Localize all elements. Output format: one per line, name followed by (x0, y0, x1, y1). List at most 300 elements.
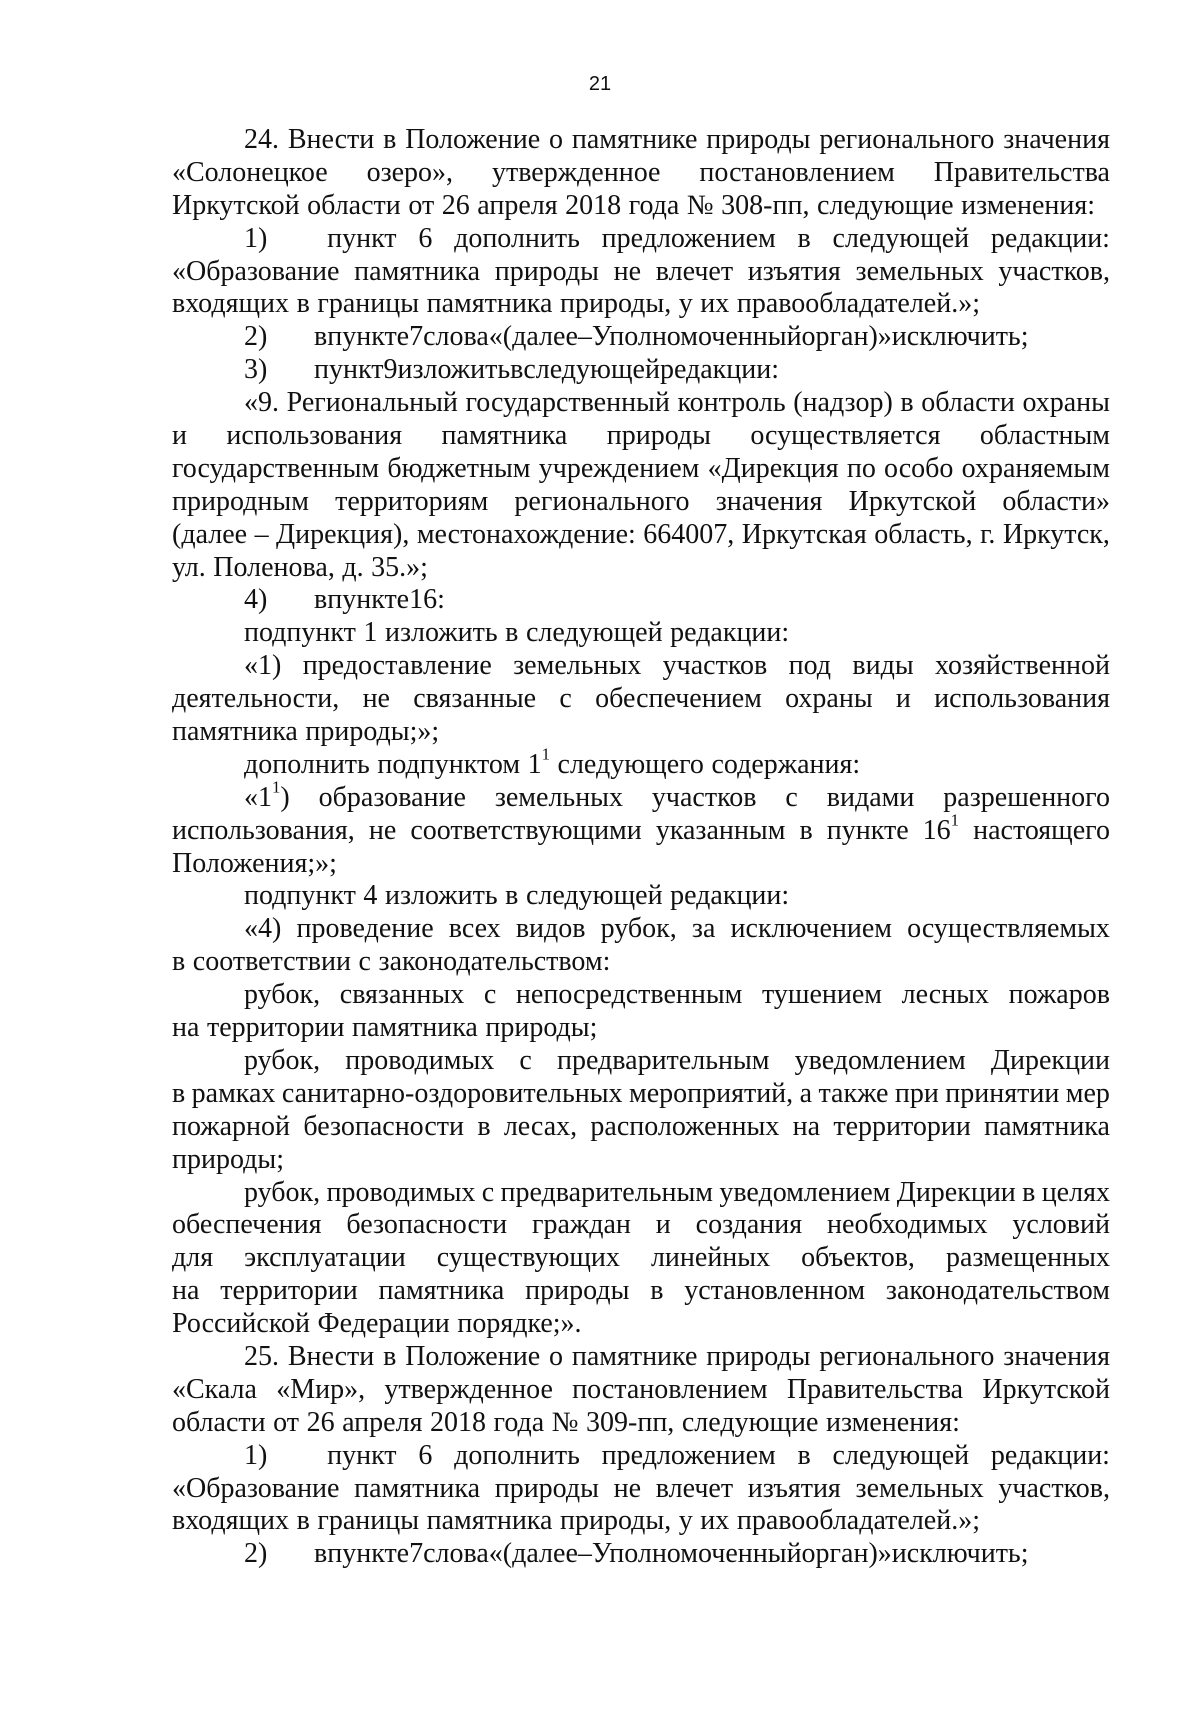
word: областным (979, 420, 1110, 452)
word: Иркутск, (1002, 518, 1110, 550)
text-line (172, 519, 1110, 552)
word: 6 (418, 222, 433, 254)
word: и (895, 683, 911, 715)
word: «1) (244, 650, 282, 682)
word: – (577, 321, 592, 353)
word: в (900, 387, 914, 419)
word: использования (934, 683, 1110, 715)
word: г. (980, 518, 996, 550)
word: Внести (287, 124, 375, 155)
word: слова (423, 1538, 489, 1570)
word: соответствующими (410, 814, 642, 846)
word: памятника (352, 1012, 478, 1044)
word: непосредственным (515, 979, 743, 1011)
word: Иркутской (172, 189, 300, 221)
text-line (172, 1242, 1110, 1275)
word: (надзор) (793, 387, 893, 419)
word: пункте (327, 584, 410, 616)
word: Поленова, (213, 551, 335, 583)
word: территориям (335, 485, 489, 517)
word: области (172, 1406, 266, 1438)
word: разрешенного (943, 781, 1110, 813)
word: № (551, 1406, 579, 1438)
word: следующие (817, 189, 954, 221)
text-line (172, 1012, 1110, 1045)
word: природы;»; (305, 716, 440, 748)
word: влечет (655, 1472, 734, 1504)
text-line (172, 1440, 1110, 1473)
word: в (296, 1505, 310, 1537)
word: Иркутская (741, 518, 867, 550)
word: в (799, 814, 813, 846)
word: не (613, 255, 642, 287)
word: природы (494, 1472, 599, 1504)
word: – (254, 518, 269, 550)
word: памятника (378, 1275, 505, 1307)
text-line (172, 946, 1110, 979)
word: с (519, 1044, 532, 1076)
text-line (172, 683, 1110, 716)
word: Дирекции (990, 1044, 1110, 1076)
word: линейных (650, 1242, 771, 1274)
word: в (1022, 1176, 1036, 1208)
word: установленном (684, 1275, 866, 1307)
word: (далее (172, 518, 248, 550)
word: природы (606, 420, 711, 452)
word: «$1^1$) (244, 777, 290, 813)
word: дополнить (454, 1439, 580, 1471)
word: изложить (384, 880, 498, 912)
word: территории (220, 1275, 358, 1307)
word: охраны (785, 683, 873, 715)
text-line (172, 223, 1110, 256)
word: использования (226, 420, 403, 452)
word: памятника (354, 1472, 480, 1504)
word: предварительным (557, 1044, 770, 1076)
word: расположенных (590, 1110, 780, 1142)
word: регионального (819, 1340, 995, 1372)
word: предоставление (302, 650, 492, 682)
text-line (172, 453, 1110, 486)
word: охраны (1022, 387, 1110, 419)
text-line (172, 880, 1110, 913)
word: в (314, 584, 328, 616)
word: участков, (998, 1472, 1110, 1504)
word: редакции: (659, 354, 780, 386)
page-number: 21 (588, 73, 612, 95)
word: памятника (354, 255, 480, 287)
word: по (846, 452, 876, 484)
word: земельных (855, 1472, 984, 1504)
word: под (788, 650, 832, 682)
word: 24. (244, 124, 279, 155)
word: «Дирекция (707, 452, 839, 484)
word: законодательством (885, 1275, 1110, 1307)
word: в (505, 617, 519, 649)
word: создания (695, 1209, 803, 1241)
word: обеспечения (172, 1209, 322, 1241)
word: в (510, 354, 524, 386)
word: в (650, 1275, 664, 1307)
word: природы, (559, 288, 672, 320)
word: природы, (559, 1505, 672, 1537)
text-line (172, 256, 1110, 289)
word: рубок, (244, 1044, 321, 1076)
text-line (172, 650, 1110, 683)
word: постановлением (699, 156, 895, 188)
word: природы (706, 1340, 811, 1372)
word: «9. (244, 387, 279, 419)
word: бюджетным (387, 452, 531, 484)
word: дополнить (454, 222, 580, 254)
word: пожарной (172, 1110, 291, 1142)
word: Правительства (786, 1373, 964, 1405)
word: граждан (531, 1209, 631, 1241)
word: постановлением (572, 1373, 768, 1405)
word: Дирекция), (276, 518, 410, 550)
word: 2018 (430, 1406, 486, 1438)
word: у (678, 1505, 693, 1537)
word: следующего (557, 748, 704, 780)
word: с (358, 946, 371, 978)
word: не (613, 1472, 642, 1504)
word: апреля (477, 189, 558, 221)
word: редакции: (990, 222, 1110, 254)
word: слова (423, 321, 489, 353)
word: Положение (405, 124, 541, 155)
word: Иркутской (982, 1373, 1110, 1405)
text-line (172, 777, 1110, 815)
text-line (172, 1308, 1110, 1341)
word: санитарно-оздоровительных (281, 1077, 623, 1109)
text-line (172, 1144, 1110, 1177)
word: рубок, (600, 913, 677, 945)
word: памятнике (571, 124, 698, 155)
word: 26 (441, 189, 470, 221)
word: земельных (494, 781, 623, 813)
word: образование (318, 781, 466, 813)
text-line (172, 848, 1110, 881)
word: эксплуатации (244, 1242, 406, 1274)
word: целях (1041, 1176, 1110, 1208)
word: за (691, 913, 716, 945)
word: следующей (525, 617, 663, 649)
word: существующих (436, 1242, 620, 1274)
word: законодательством: (378, 946, 611, 978)
text-line (172, 1341, 1110, 1374)
word: Уполномоченный (591, 1538, 802, 1570)
word: на (792, 1110, 821, 1142)
text-line (172, 617, 1110, 650)
word: следующие (681, 1406, 819, 1438)
word: государственным (172, 452, 380, 484)
word: памятника (984, 1110, 1110, 1142)
text-line (172, 1111, 1110, 1144)
text-line (172, 1407, 1110, 1440)
word: «Образование (172, 1472, 340, 1504)
word: с (483, 979, 497, 1011)
list-item-number: 2) (244, 321, 268, 353)
word: 26 (306, 1406, 335, 1438)
text-line (172, 979, 1110, 1012)
word: соответствии (192, 946, 351, 978)
word: в (383, 124, 397, 155)
word: особо (884, 452, 954, 484)
text-line (172, 584, 1110, 617)
word: с (785, 781, 798, 813)
word: местонахождение: (416, 518, 636, 550)
word: Внести (287, 1340, 375, 1372)
word: на (172, 1012, 200, 1044)
word: а (799, 1077, 813, 1109)
word: тушением (762, 979, 883, 1011)
word: 6 (418, 1439, 433, 1471)
word: рубок, (244, 979, 321, 1011)
word: Федерации (317, 1308, 450, 1340)
word: государственный (465, 387, 670, 419)
word: безопасности (346, 1209, 508, 1241)
list-item-number: 1) (244, 222, 268, 254)
word: 7 (409, 321, 424, 353)
word: входящих (172, 288, 290, 320)
word: области» (1002, 485, 1110, 517)
document-text (172, 124, 1110, 1571)
word: указанным (655, 814, 786, 846)
word: обеспечением (595, 683, 762, 715)
word: при (894, 1077, 939, 1109)
word: пункте (327, 1538, 410, 1570)
word: рубок, (244, 1176, 321, 1208)
word: и (172, 420, 187, 452)
word: следующей (523, 354, 660, 386)
word: их (700, 1505, 730, 1537)
word: редакции: (670, 880, 790, 912)
word: «4) (244, 913, 282, 945)
word: орган)» (801, 321, 892, 353)
word: памятника (426, 288, 553, 320)
word: памятника (426, 1505, 553, 1537)
word: их (700, 288, 730, 320)
word: следующей (832, 222, 970, 254)
text-line (172, 1538, 1110, 1571)
word: дополнить (244, 748, 370, 780)
word: для (172, 1242, 214, 1274)
word: проведение (296, 913, 434, 945)
list-item-number: 2) (244, 1538, 268, 1570)
word: виды (852, 650, 914, 682)
word: от (273, 1406, 300, 1438)
word: следующей (832, 1439, 970, 1471)
text-line (172, 744, 1110, 782)
word: на (172, 1275, 200, 1307)
word: и (655, 1209, 671, 1241)
word: пожаров (1008, 979, 1110, 1011)
word: в (505, 880, 519, 912)
word: земельных (513, 650, 642, 682)
word: от (408, 189, 435, 221)
word: Российской (172, 1308, 310, 1340)
word: 1 (363, 617, 378, 649)
word: изъятия (747, 1472, 841, 1504)
word: учреждением (538, 452, 700, 484)
word: изложить (384, 617, 498, 649)
word: Региональный (286, 387, 458, 419)
word: границы (317, 288, 420, 320)
word: объектов, (801, 1242, 915, 1274)
word: у (678, 288, 693, 320)
text-line (172, 1078, 1110, 1111)
word: правообладателей.»; (736, 288, 980, 320)
text-line (172, 1209, 1110, 1242)
text-line (172, 288, 1110, 321)
word: Положение (405, 1340, 541, 1372)
word: лесах, (503, 1110, 578, 1142)
word: природы; (485, 1012, 598, 1044)
word: в (172, 946, 186, 978)
word: в (797, 222, 811, 254)
word: озеро», (366, 156, 454, 188)
word: пункте (826, 814, 909, 846)
word: проводимых (345, 1044, 495, 1076)
word: использования, (172, 814, 355, 846)
word: Положения;»; (172, 847, 337, 879)
word: в (314, 321, 328, 353)
word: территории (833, 1110, 971, 1142)
text-line (172, 913, 1110, 946)
word: 35.»; (371, 551, 428, 583)
word: предложением (601, 222, 776, 254)
word: Иркутской (848, 485, 977, 517)
word: «(далее (488, 1538, 578, 1570)
word: редакции: (990, 1439, 1110, 1471)
word: значения (1003, 124, 1110, 155)
word: № (686, 189, 714, 221)
word: памятнике (571, 1340, 698, 1372)
word: в (172, 1077, 186, 1109)
word: изменения: (826, 1406, 960, 1438)
word: подпункт (244, 617, 356, 649)
word: «Солонецкое (172, 156, 328, 188)
word: 16: (409, 584, 445, 616)
word: мер (1065, 1077, 1110, 1109)
superscript: 1 (272, 777, 281, 797)
text-line (172, 1473, 1110, 1506)
word: уведомлением (719, 1176, 891, 1208)
word: изъятия (747, 255, 841, 287)
word: с (481, 1176, 495, 1208)
text-line (172, 486, 1110, 519)
word: изменения: (961, 189, 1096, 221)
word: 308-пп, (721, 189, 810, 221)
list-item-number: 1) (244, 1439, 268, 1471)
text-line (172, 387, 1110, 420)
word: влечет (655, 255, 734, 287)
word: утвержденное (491, 156, 661, 188)
word: природным (172, 485, 309, 517)
text-line (172, 1177, 1110, 1210)
word: регионального (819, 124, 995, 155)
text-line (172, 810, 1110, 848)
word: редакции: (670, 617, 790, 649)
word: 309-пп, (586, 1406, 675, 1438)
text-line (172, 552, 1110, 585)
word: входящих (172, 1505, 290, 1537)
text-line (172, 321, 1110, 354)
word: рамках (191, 1077, 276, 1109)
word: осуществляемых (907, 913, 1110, 945)
word: орган)» (801, 1538, 892, 1570)
word: области (307, 189, 401, 221)
word: следующей (525, 880, 663, 912)
word: регионального (514, 485, 690, 517)
word: мероприятий, (628, 1077, 794, 1109)
text-line (172, 124, 1110, 157)
word: порядке;». (457, 1308, 582, 1340)
word: Дирекции (896, 1176, 1016, 1208)
word: исключить; (891, 321, 1029, 353)
word: не (368, 814, 397, 846)
word: уведомлением (794, 1044, 966, 1076)
word: охраняемым (961, 452, 1110, 484)
superscript: 1 (541, 744, 550, 764)
word: года (628, 189, 680, 221)
word: участков (662, 650, 768, 682)
word: 2018 (565, 189, 622, 221)
word: 25. (244, 1340, 279, 1372)
word: границы (317, 1505, 420, 1537)
word: природы (525, 1275, 630, 1307)
word: безопасности (303, 1110, 465, 1142)
text-line (172, 190, 1110, 223)
word: 664007, (643, 518, 735, 550)
text-line (172, 354, 1110, 387)
text-line (172, 1505, 1110, 1538)
word: – (577, 1538, 592, 1570)
word: в (477, 1110, 491, 1142)
word: исключить; (891, 1538, 1029, 1570)
word: «Скала (172, 1373, 257, 1405)
word: необходимых (827, 1209, 988, 1241)
text-line (172, 1045, 1110, 1078)
word: подпунктом (377, 748, 521, 780)
word: 4 (363, 880, 378, 912)
word: область, (874, 518, 973, 550)
word: участков, (998, 255, 1110, 287)
word: связанные (413, 683, 537, 715)
word: также (818, 1077, 889, 1109)
word: д. (342, 551, 364, 583)
word: 7 (409, 1538, 424, 1570)
word: $16^1$ (922, 810, 960, 846)
text-line (172, 1275, 1110, 1308)
word: всех (448, 913, 501, 945)
list-item-number: 3) (244, 354, 268, 386)
word: размещенных (945, 1242, 1110, 1274)
word: в (314, 1538, 328, 1570)
word: хозяйственной (935, 650, 1110, 682)
word: в (797, 1439, 811, 1471)
word: контроль (677, 387, 786, 419)
word: связанных (339, 979, 465, 1011)
word: правообладателей.»; (736, 1505, 980, 1537)
word: о (548, 124, 563, 155)
word: природы (706, 124, 811, 155)
word: 9 (383, 354, 398, 386)
word: апреля (342, 1406, 423, 1438)
word: земельных (855, 255, 984, 287)
word: участков (651, 781, 757, 813)
word: исключением (730, 913, 892, 945)
